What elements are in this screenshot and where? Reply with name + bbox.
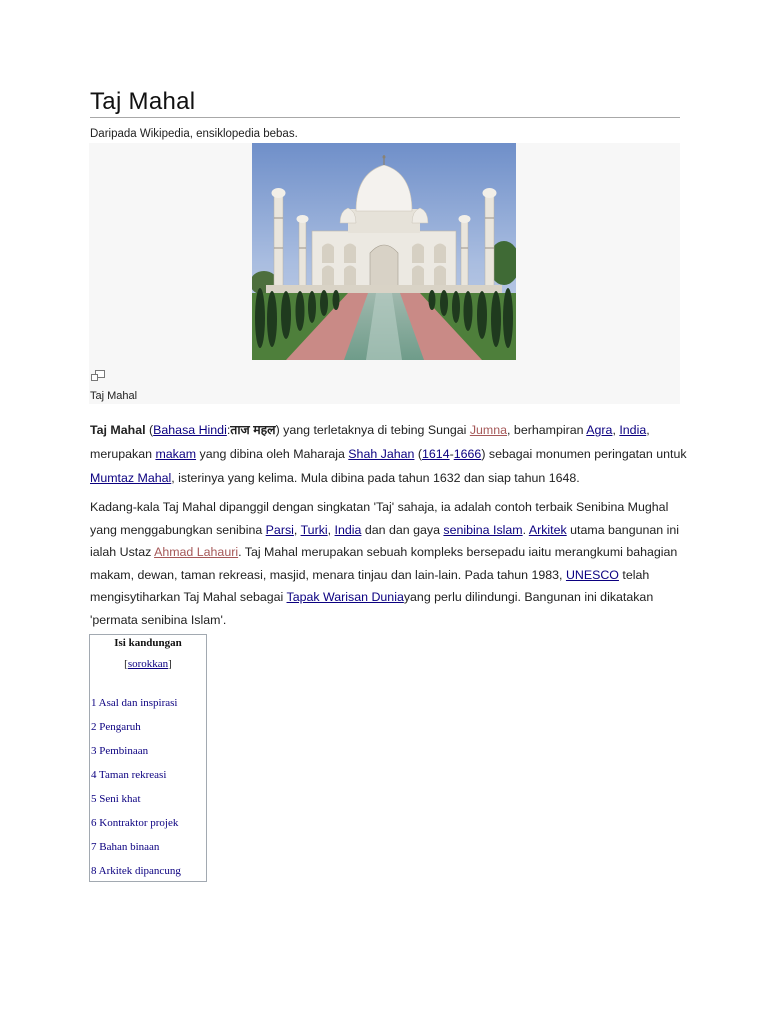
para-text: , — [293, 522, 301, 537]
para-text: telah mengisytiharkan Taj Mahal sebagai — [90, 567, 650, 605]
link-arkitek[interactable]: Arkitek — [528, 522, 567, 537]
toc-item-seni-khat[interactable]: 5 Seni khat — [91, 793, 141, 805]
link-ahmad-lahauri[interactable]: Ahmad Lahauri — [154, 545, 239, 560]
para-text: , — [612, 423, 620, 437]
link-senibina-islam[interactable]: senibina Islam — [443, 522, 523, 537]
para-text: - — [449, 447, 454, 462]
toc-bracket: ] — [168, 658, 172, 670]
body-paragraph — [90, 496, 690, 632]
para-text: , — [327, 522, 335, 537]
para-text: yang perlu dilindungi. Bangunan ini dikatakan 'permata senibina Islam'. — [90, 590, 654, 627]
link-1666[interactable]: 1666 — [453, 447, 482, 462]
toc-item-taman-rekreasi[interactable]: 4 Taman rekreasi — [91, 769, 167, 781]
para-text: , berhampiran — [507, 423, 587, 437]
para-text: ( — [414, 447, 423, 462]
link-tapak-warisan-dunia[interactable]: Tapak Warisan Dunia — [286, 590, 404, 605]
taj-mahal-photo[interactable] — [252, 143, 516, 360]
para-text: ) yang terletaknya di tebing Sungai — [275, 423, 470, 437]
toc-hide-link[interactable]: sorokkan — [127, 658, 169, 670]
para-text: : — [226, 423, 231, 437]
toc-item-pengaruh[interactable]: 2 Pengaruh — [91, 721, 141, 733]
para-text: yang dibina oleh Maharaja — [196, 447, 349, 462]
para-text: dan dan gaya — [361, 522, 444, 537]
toc-item-asal-dan-inspirasi[interactable]: 1 Asal dan inspirasi — [91, 697, 178, 709]
link-unesco[interactable]: UNESCO — [565, 567, 619, 582]
link-bahasa-hindi[interactable]: Bahasa Hindi — [153, 423, 227, 437]
magnify-clip-icon[interactable] — [91, 370, 105, 382]
para-text: utama bangunan ini ialah Ustaz — [90, 522, 679, 560]
para-text: . — [522, 522, 529, 537]
link-india-2[interactable]: India — [334, 522, 362, 537]
site-tagline: Daripada Wikipedia, ensiklopedia bebas. — [90, 128, 298, 140]
link-shah-jahan[interactable]: Shah Jahan — [348, 447, 415, 462]
toc-item-bahan-binaan[interactable]: 7 Bahan binaan — [91, 841, 160, 853]
toc-toggle — [90, 658, 206, 670]
page-title: Taj Mahal — [90, 88, 196, 115]
toc-item-pembinaan[interactable]: 3 Pembinaan — [91, 745, 149, 757]
para-text: , isterinya yang kelima. Mula dibina pada tahun 1632 dan siap tahun 1648. — [171, 471, 580, 486]
link-1614[interactable]: 1614 — [422, 447, 450, 462]
para-text: ) sebagai monumen peringatan untuk — [481, 447, 687, 462]
hindi-name: ताज महल — [230, 423, 276, 437]
toc-item-arkitek-dipancung[interactable]: 8 Arkitek dipancung — [91, 865, 181, 877]
link-mumtaz-mahal[interactable]: Mumtaz Mahal — [90, 471, 172, 486]
link-turki[interactable]: Turki — [300, 522, 328, 537]
image-caption: Taj Mahal — [90, 390, 138, 402]
intro-paragraph — [90, 418, 690, 491]
para-text: , merupakan — [90, 423, 650, 462]
table-of-contents — [89, 634, 207, 882]
para-text: . Taj Mahal merupakan sebuah kompleks bersepadu iaitu merangkumi bahagian makam, dewan, taman rekreasi, masjid, menara tinjau dan lain-lain. Pada tahun 1983, — [90, 545, 678, 582]
link-makam[interactable]: makam — [155, 447, 197, 462]
link-india[interactable]: India — [619, 423, 647, 437]
toc-bracket: [ — [124, 658, 128, 670]
article-subject: Taj Mahal — [90, 423, 146, 437]
toc-title: Isi kandungan — [114, 637, 182, 649]
para-text: ( — [145, 423, 154, 437]
link-agra[interactable]: Agra — [586, 423, 613, 437]
link-parsi[interactable]: Parsi — [265, 522, 294, 537]
toc-item-kontraktor-projek[interactable]: 6 Kontraktor projek — [91, 817, 179, 829]
para-text: Kadang-kala Taj Mahal dipanggil dengan singkatan 'Taj' sahaja, ia adalah contoh terbaik Senibina Mughal yang menggabungkan senibina — [90, 500, 669, 537]
link-jumna[interactable]: Jumna — [469, 423, 508, 437]
title-divider — [90, 117, 680, 118]
